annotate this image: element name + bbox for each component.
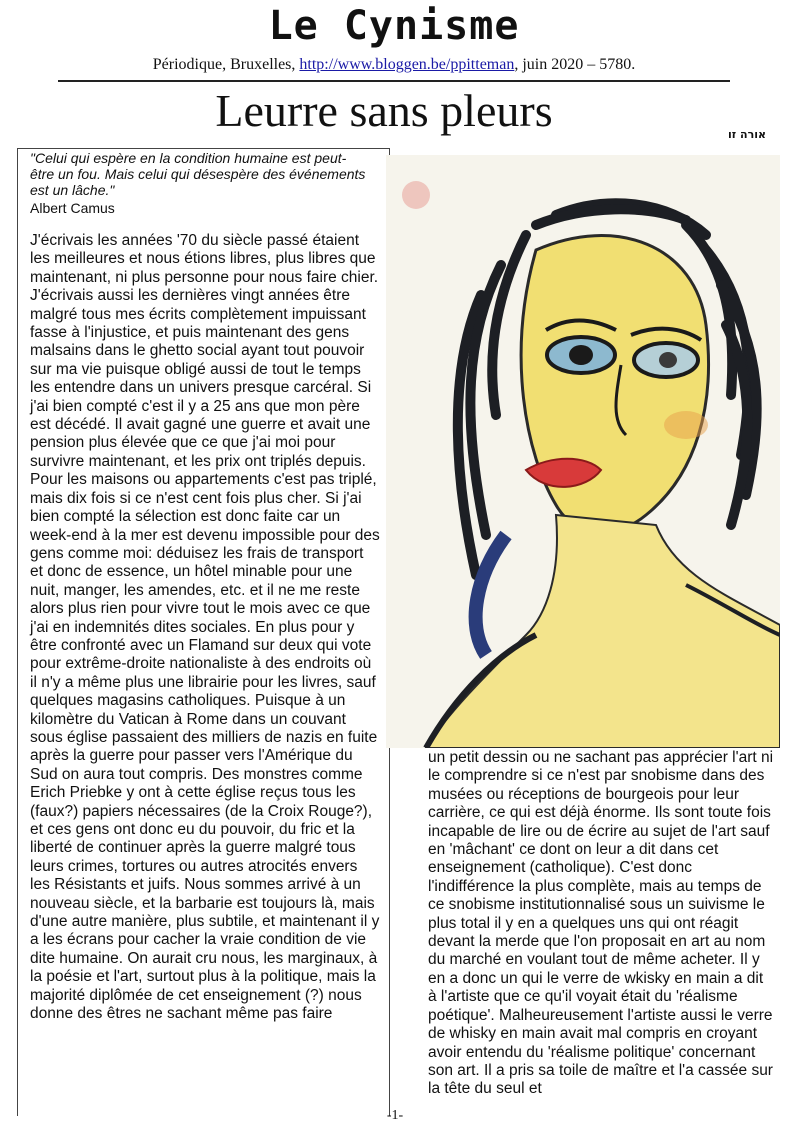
masthead-divider xyxy=(58,80,730,82)
subline-prefix: Périodique, Bruxelles, xyxy=(152,56,300,73)
portrait-painting-icon xyxy=(386,155,780,748)
article-headline: Leurre sans pleurs xyxy=(215,85,553,136)
blog-link[interactable]: http://www.bloggen.be/ppitteman xyxy=(299,56,515,73)
subline-suffix: , juin 2020 – 5780. xyxy=(514,56,636,73)
page-number: -1- xyxy=(386,1108,404,1123)
article-body-left: J'écrivais les années '70 du siècle passé étaient les meilleures et nous étions libres, plus libres que maintenant, ni plus personne pour nous faire chier. J'écrivais aussi les dernières vingt années être malgré tous mes écrits complètement impuissant fasse à l'injustice, et puis maintenant des gens malsains dans le ghetto social ayant tout pouvoir sur ma vie puisque obligé aussi de tout le temps les entendre dans un univers presque carcéral. Si j'ai bien compté c'est il y a 25 ans que mon père est décédé. Il avait gagné une guerre et avait une pension plus élevée que ce que j'ai moi pour survivre maintenant, et les prix ont triplés depuis. Pour les maisons ou appartements c'est pas triplé, mais dix fois si ce n'est cent fois plus cher. Si j'ai bien compté la sélection est donc faite car un week-end à la mer est devenu impossible pour des gens comme moi: déduisez les frais de transport et donc de essence, un hôtel minable pour une nuit, manger, les amendes, etc. et il ne me reste alors plus rien pour vivre tout le mois avec ce que j'ai en indemnités dites sociales. En plus pour y être confronté avec un Flamand sur deux qui vote pour extrême-droite nationaliste à des endroits où il n'y a même plus une librairie pour les livres, sauf quelques magasins catholiques. Puisque à un kilomètre du Vatican à Rome dans un couvant sous église passaient des milliers de nazis en fuite après la guerre pour passer vers l'Amérique du Sud on aura tout compris. Des monstres comme Erich Priebke y ont à cette église reçus tous les (faux?) papiers nécessaires (de la Croix Rouge?), et ces gens ont donc eu du pouvoir, du fric et la liberté de continuer après la guerre malgré tous leurs crimes, tortures ou autres atrocités envers les Résistants et juifs. Nous sommes arrivé à un nouveau siècle, et la barbarie est toujours là, mais d'une autre manière, plus subtile, et maintenant il y a les écrans pour cacher la vraie condition de vie dite humaine. On aurait cru nous, les marginaux, à la poésie et l'art, surtout plus à la politique, mais la majorité diplômée de cet enseignement (?) nous donne des êtres ne sachant même pas faire xyxy=(30,232,380,1023)
hebrew-byline: אורה זו xyxy=(728,128,766,141)
epigraph-author: Albert Camus xyxy=(30,200,115,216)
publication-subline xyxy=(0,55,788,75)
article-body-right: un petit dessin ou ne sachant pas apprécier l'art ni le comprendre si ce n'est par snobisme dans des musées ou réceptions de bourgeois pour leur carrière, ce qui est déjà énorme. Ils sont toute fois incapable de lire ou de écrire au sujet de l'art sauf en 'mâchant' ce dont on leur a dit dans cet enseignement (catholique). C'est donc l'indifférence la plus complète, mais au temps de ce snobisme institutionnalisé sous un suivisme le plus total il y en a quelques uns qui ont réagit devant la merde que l'on proposait en art au nom du marché en voulant tout de même acheter. Il y en a donc un qui le verre de wkisky en main a dit à l'artiste que ce qu'il voyait était du 'réalisme poétique'. Malheureusement l'artiste aussi le verre de whisky en main avait mal compris en croyant avoir entendu du 'réalisme politique' concernant son art. Il a pris sa toile de maître et l'a cassée sur la tête du seul et xyxy=(428,749,774,1098)
epigraph-quote: "Celui qui espère en la condition humaine est peut-être un fou. Mais celui qui désespère des événements est un lâche." xyxy=(30,150,366,198)
masthead-title: Le Cynisme xyxy=(268,3,520,49)
